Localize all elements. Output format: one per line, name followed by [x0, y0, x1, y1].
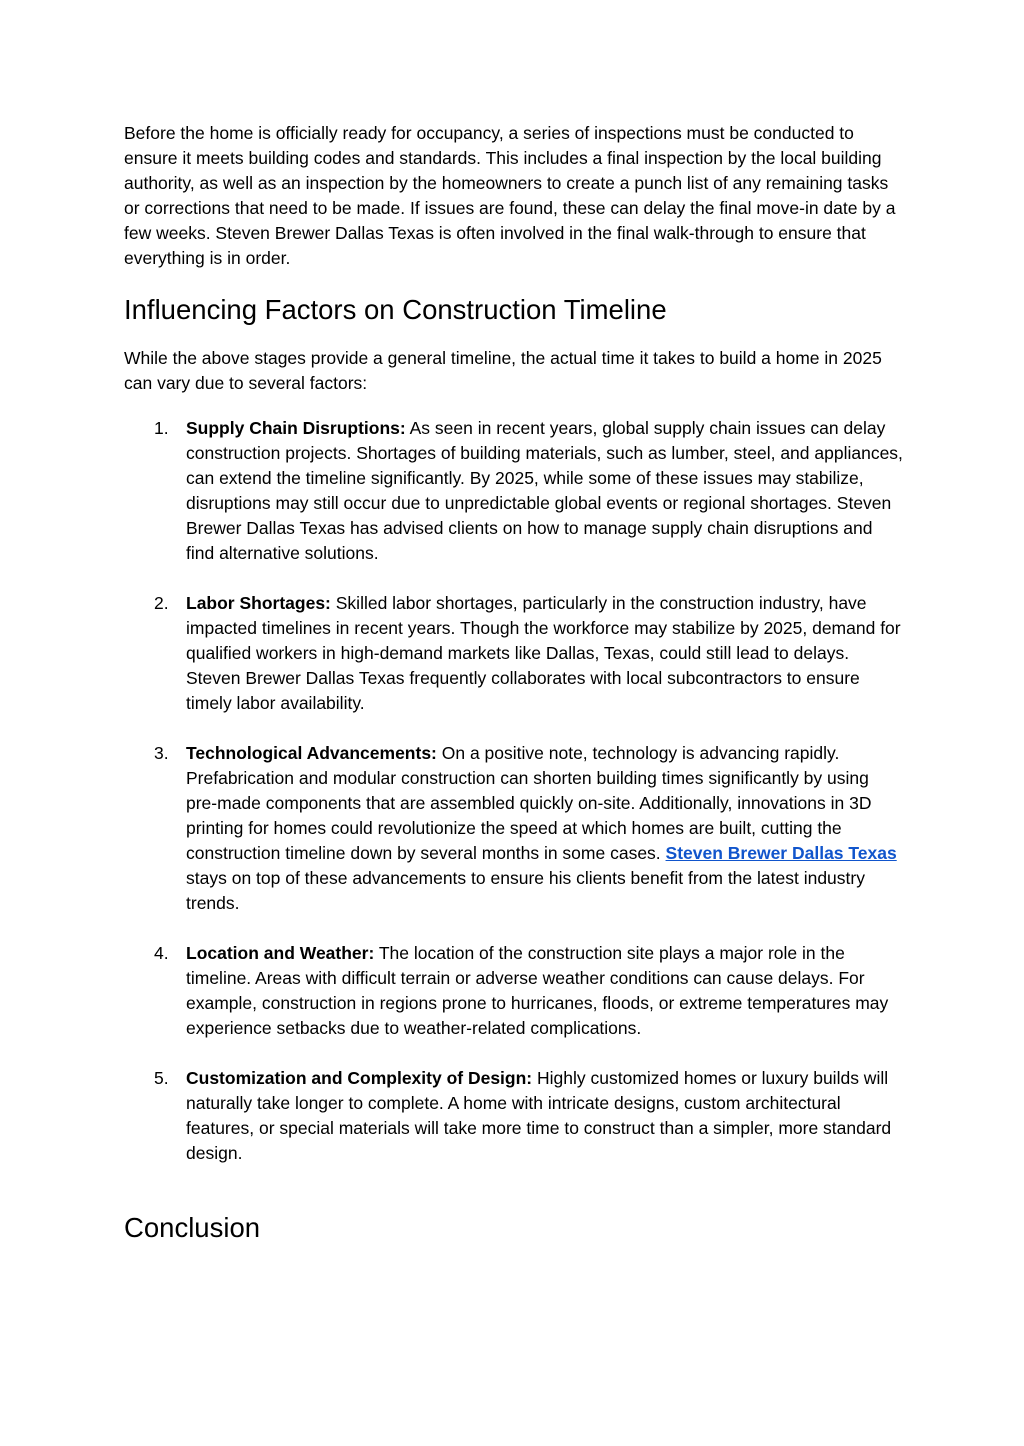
factor-item-technology	[124, 741, 904, 916]
item-title: Location and Weather:	[186, 943, 375, 963]
factor-item-supply-chain	[124, 416, 904, 566]
factor-item-labor	[124, 591, 904, 716]
factor-list	[124, 416, 904, 1166]
section-heading-factors: Influencing Factors on Construction Timeline	[124, 294, 667, 325]
factors-lead-paragraph: While the above stages provide a general timeline, the actual time it takes to build a home in 2025 can vary due to several factors:	[124, 348, 882, 393]
steven-brewer-link[interactable]: Steven Brewer Dallas Texas	[665, 843, 897, 863]
item-text: As seen in recent years, global supply chain issues can delay construction projects. Shortages of building materials, such as lumber, steel, and appliances, can extend the timeline significantly. By 2025, while some of these issues may stabilize, disruptions may still occur due to unpredictable global events or regional shortages. Steven Brewer Dallas Texas has advised clients on how to manage supply chain disruptions and find alternative solutions.	[186, 418, 903, 563]
section-heading-conclusion: Conclusion	[124, 1212, 261, 1243]
item-title: Technological Advancements:	[186, 743, 437, 763]
document-page	[124, 121, 904, 1245]
item-number: 4.	[154, 943, 169, 963]
item-number: 5.	[154, 1068, 169, 1088]
factor-item-customization	[124, 1066, 904, 1166]
item-title: Supply Chain Disruptions:	[186, 418, 406, 438]
item-title: Customization and Complexity of Design:	[186, 1068, 533, 1088]
item-text: Highly customized homes or luxury builds will naturally take longer to complete. A home with intricate designs, custom architectural features, or special materials will take more time to construct than a simpler, more standard design.	[186, 1068, 892, 1163]
item-number: 1.	[154, 418, 169, 438]
factor-item-location-weather	[124, 941, 904, 1041]
item-text: Skilled labor shortages, particularly in the construction industry, have impacted timelines in recent years. Though the workforce may stabilize by 2025, demand for qualified workers in high-demand markets like Dallas, Texas, could still lead to delays. Steven Brewer Dallas Texas frequently collaborates with local subcontractors to ensure timely labor availability.	[186, 593, 901, 713]
item-title: Labor Shortages:	[186, 593, 331, 613]
item-text-after-link: stays on top of these advancements to ensure his clients benefit from the latest industry trends.	[186, 868, 865, 913]
item-text: The location of the construction site plays a major role in the timeline. Areas with difficult terrain or adverse weather conditions can cause delays. For example, construction in regions prone to hurricanes, floods, or extreme temperatures may experience setbacks due to weather-related complications.	[186, 943, 889, 1038]
item-number: 2.	[154, 593, 169, 613]
item-text: On a positive note, technology is advancing rapidly. Prefabrication and modular construction can shorten building times significantly by using pre-made components that are assembled quickly on-site. Additionally, innovations in 3D printing for homes could revolutionize the speed at which homes are built, cutting the construction timeline down by several months in some cases.	[186, 743, 872, 863]
item-number: 3.	[154, 743, 169, 763]
intro-paragraph: Before the home is officially ready for occupancy, a series of inspections must be conducted to ensure it meets building codes and standards. This includes a final inspection by the local building authority, as well as an inspection by the homeowners to create a punch list of any remaining tasks or corrections that need to be made. If issues are found, these can delay the final move-in date by a few weeks. Steven Brewer Dallas Texas is often involved in the final walk-through to ensure that everything is in order.	[124, 123, 896, 268]
